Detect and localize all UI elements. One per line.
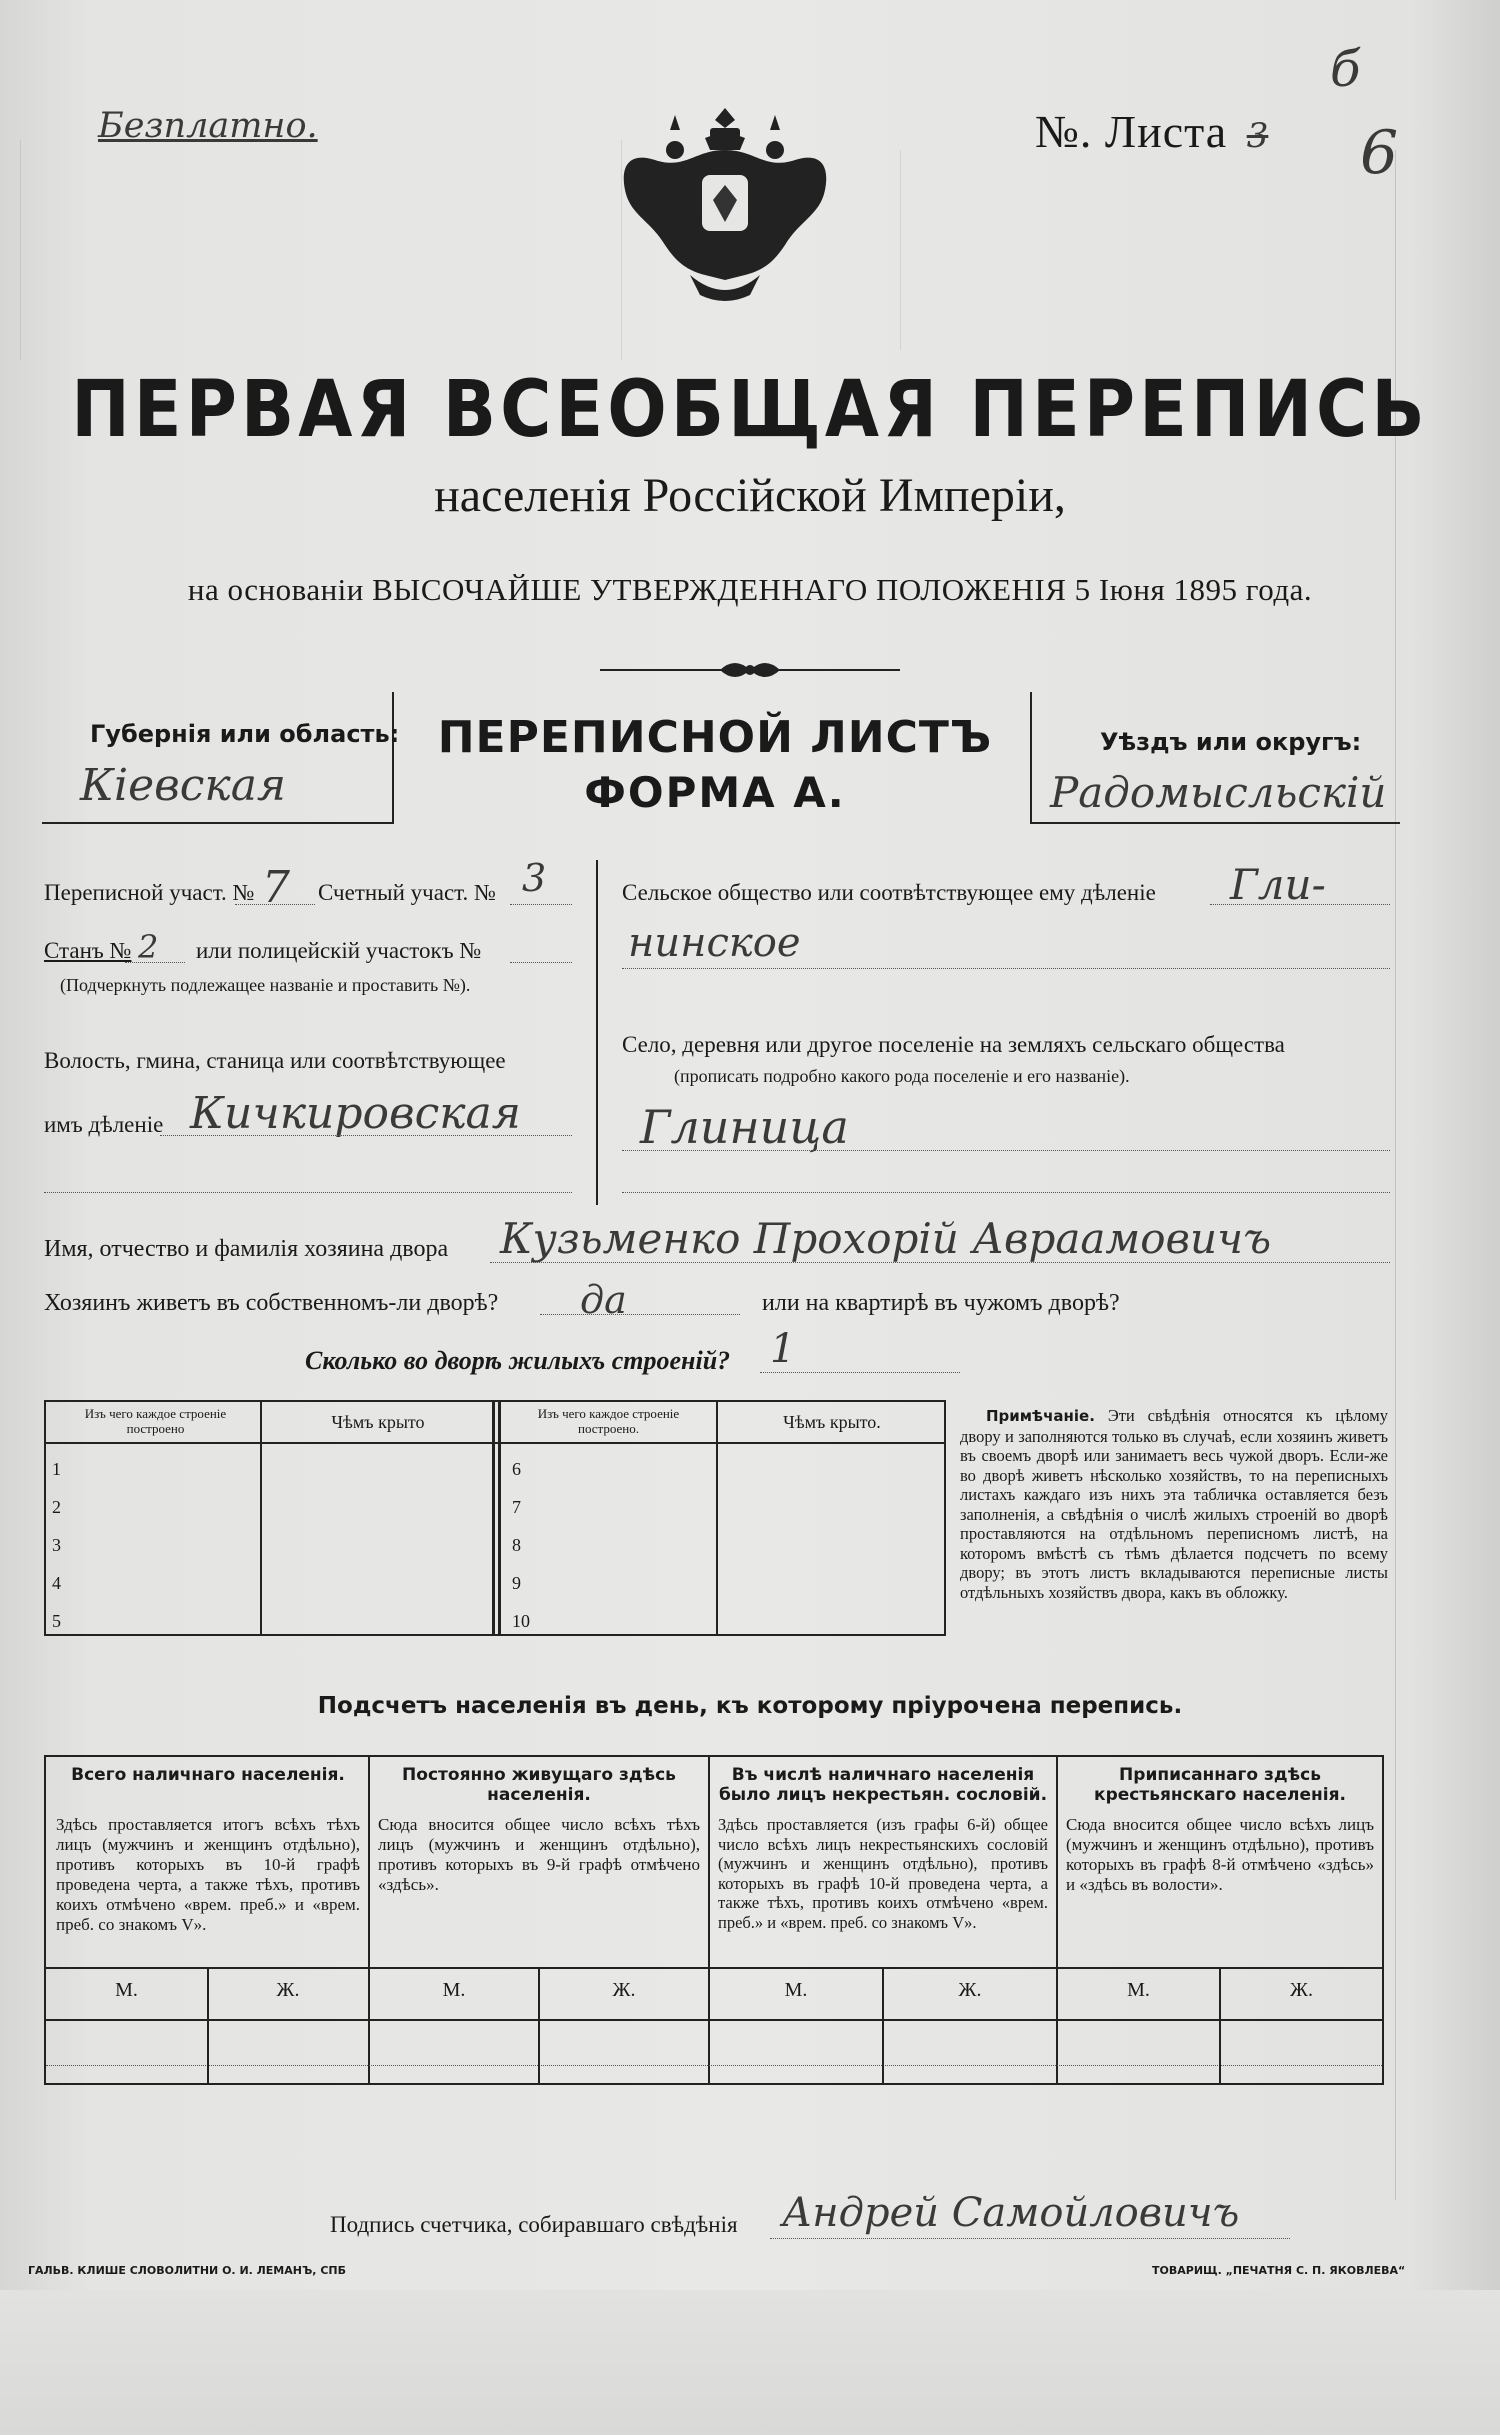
- society-line-1: [1210, 904, 1390, 905]
- summary-col-2-desc: Сюда вносится общее число всѣхъ тѣхъ лицъ (мужчинъ и женщинъ отдѣльно), противъ которыхъ въ 9-й графѣ отмѣчено «здѣсь».: [378, 1815, 700, 1894]
- summary-col-1: [56, 1765, 360, 1935]
- sum-f-1: Ж.: [276, 1979, 300, 2001]
- bt-row-7: 7: [512, 1497, 521, 1517]
- free-label: Безплатно.: [98, 106, 318, 146]
- document-subtitle: населенія Россійской Имперіи,: [434, 469, 1066, 522]
- owner-name-label: Имя, отчество и фамилія хозяина двора: [44, 1236, 449, 1262]
- buildings-line: [760, 1372, 960, 1373]
- bt-row-2: 2: [52, 1497, 61, 1517]
- census-section-label: Переписной участ. №: [44, 880, 255, 905]
- sum-m-1: М.: [115, 1979, 138, 2001]
- bt-row-9: 9: [512, 1573, 521, 1593]
- note-text: Эти свѣдѣнія относятся къ цѣлому двору и заполняются только въ случаѣ, если хозяинъ живетъ въ своемъ дворѣ или занимаетъ весь чужой дворъ. Если-же во дворѣ живетъ нѣсколько хозяйствъ, то на переписныхъ листахъ каждаго изъ нихъ эта табличка оставляется безъ заполненія, а свѣдѣнія о числѣ жилыхъ строеній во дворѣ проставляются на отдѣльномъ переписномъ листѣ, на которомъ вмѣстѣ съ тѣмъ дѣлается подсчетъ по всему двору; въ этотъ листъ вкладываются переписные листы отдѣльныхъ хозяйствъ двора, какъ въ обложку.: [960, 1406, 1389, 1602]
- bt-row-8: 8: [512, 1535, 521, 1555]
- owner-or-label: или на квартирѣ въ чужомъ дворѣ?: [762, 1290, 1120, 1316]
- counting-section-value: 3: [522, 856, 547, 900]
- society-line-2: [622, 968, 1390, 969]
- owner-lives-label: Хозяинъ живетъ въ собственномъ-ли дворѣ?: [44, 1290, 499, 1316]
- sheet-number-label: №. Листа: [1035, 106, 1228, 157]
- police-line: [510, 962, 572, 963]
- signature-value: Андрей Самойловичъ: [782, 2190, 1240, 2236]
- bt-col3-header: Изъ чего каждое строеніе построено.: [537, 1406, 680, 1436]
- owner-lives-line: [540, 1314, 740, 1315]
- sum-m-4: М.: [1127, 1979, 1150, 2001]
- bt-vline-2b: [498, 1402, 501, 1634]
- form-subtitle: ФОРМА А.: [584, 768, 846, 817]
- village-line-2: [622, 1192, 1390, 1193]
- uezd-label: Уѣздъ или округъ:: [1100, 728, 1362, 756]
- summary-col-3: [718, 1765, 1048, 1932]
- summary-title: Подсчетъ населенія въ день, къ которому пріурочена перепись.: [317, 1693, 1183, 1719]
- summary-col-1-desc: Здѣсь проставляется итогъ всѣхъ тѣхъ лицъ (мужчинъ и женщинъ отдѣльно), противъ которыхъ въ 10-й графѣ проведена черта, а также тѣхъ, противъ коихъ отмѣчено «врем. преб.» и «врем. преб. со знакомъ V».: [56, 1815, 360, 1934]
- bt-row-10: 10: [512, 1611, 530, 1631]
- footer-left: ГАЛЬВ. КЛИШЕ СЛОВОЛИТНИ О. И. ЛЕМАНЪ, СПБ: [28, 2264, 346, 2277]
- bleed-through-left: [20, 140, 622, 360]
- sum-f-3: Ж.: [958, 1979, 982, 2001]
- st-vline-2: [708, 1757, 710, 2083]
- buildings-label: Сколько во дворѣ жилыхъ строеній?: [305, 1346, 731, 1375]
- census-section-value: 7: [262, 862, 290, 913]
- sum-f-4: Ж.: [1290, 1979, 1313, 2001]
- sum-m-3: М.: [784, 1979, 808, 2001]
- legal-basis: на основаніи ВЫСОЧАЙШЕ УТВЕРЖДЕННАГО ПОЛОЖЕНІЯ 5 Іюня 1895 года.: [187, 572, 1313, 607]
- volost-label-2: имъ дѣленіе: [44, 1112, 164, 1137]
- society-value-2: нинское: [628, 920, 801, 966]
- counting-section-label: Счетный участ. №: [318, 880, 496, 905]
- ornament-divider: [600, 658, 900, 682]
- note-block: [960, 1406, 1388, 1602]
- document-title: ПЕРВАЯ ВСЕОБЩАЯ ПЕРЕПИСЬ: [71, 363, 1429, 455]
- bt-left-rows: [52, 1450, 252, 1640]
- bt-row-6: 6: [512, 1459, 521, 1479]
- society-value-1: Гли-: [1230, 860, 1326, 909]
- bt-col4-header: Чѣмъ крыто.: [783, 1412, 881, 1432]
- bt-row-3: 3: [52, 1535, 61, 1555]
- form-title: ПЕРЕПИСНОЙ ЛИСТЪ: [437, 712, 993, 763]
- society-label: Сельское общество или соотвѣтствующее ему дѣленіе: [622, 880, 1156, 905]
- summary-col-4: [1066, 1765, 1374, 1895]
- bt-vline-1: [260, 1402, 262, 1634]
- signature-label: Подпись счетчика, собиравшаго свѣдѣнія: [330, 2212, 738, 2237]
- sheet-number-crossed-value: 3: [1246, 116, 1269, 156]
- page-bottom-edge: [0, 2290, 1500, 2435]
- police-label: или полицейскій участокъ №: [196, 938, 482, 963]
- volost-value: Кичкировская: [190, 1088, 521, 1139]
- summary-col-2: [378, 1765, 700, 1895]
- owner-name-value: Кузьменко Прохорій Авраамовичъ: [500, 1214, 1272, 1263]
- bt-row-5: 5: [52, 1611, 61, 1631]
- buildings-table: [44, 1400, 946, 1636]
- bt-header-rule: [46, 1442, 944, 1444]
- underline-note: (Подчеркнуть подлежащее названіе и проставить №).: [60, 975, 471, 995]
- summary-col-1-head: Всего наличнаго населенія.: [71, 1765, 345, 1785]
- bt-right-rows: [512, 1450, 712, 1640]
- bt-col2-header: Чѣмъ крыто: [331, 1412, 425, 1432]
- note-lead: Примѣчаніе.: [986, 1407, 1095, 1425]
- summary-col-2-head: Постоянно живущаго здѣсь населенія.: [402, 1765, 676, 1805]
- summary-col-3-desc: Здѣсь проставляется (изъ графы 6-й) общее число всѣхъ лицъ некрестьянскихъ сословій (мужчинъ и женщинъ отдѣльно), противъ которыхъ въ графѣ 10-й проведена черта, а также тѣхъ, противъ коихъ отмѣчено «врем. преб.» и «врем. преб. со знакомъ V».: [718, 1815, 1048, 1932]
- owner-lives-value: да: [580, 1278, 627, 1322]
- footer-right: ТОВАРИЩ. „ПЕЧАТНЯ С. П. ЯКОВЛЕВА“: [1152, 2264, 1406, 2277]
- bt-row-4: 4: [52, 1573, 61, 1593]
- corner-note: б: [1330, 40, 1361, 98]
- bleed-through-right: [900, 150, 1421, 350]
- summary-col-3-head: Въ числѣ наличнаго населенія было лицъ некрестьян. сословій.: [718, 1765, 1048, 1805]
- sheet-number: [1035, 105, 1268, 158]
- owner-name-line: [490, 1262, 1390, 1263]
- volost-line-1: [160, 1135, 572, 1136]
- st-rule-3: [46, 2065, 1382, 2067]
- village-line-1: [622, 1150, 1390, 1151]
- sheet-number-value: 6: [1360, 118, 1399, 188]
- double-headed-eagle-emblem: [610, 100, 840, 310]
- stan-value: 2: [138, 928, 159, 966]
- uezd-value: Радомысльскій: [1050, 768, 1387, 817]
- bt-row-1: 1: [52, 1459, 61, 1479]
- signature-line: [770, 2238, 1290, 2239]
- bt-col1-header: Изъ чего каждое строеніе построено: [84, 1406, 227, 1436]
- buildings-value: 1: [770, 1326, 796, 1372]
- guberniya-value: Кіевская: [80, 760, 287, 811]
- fields-divider: [596, 860, 598, 1205]
- volost-label-1: Волость, гмина, станица или соотвѣтствующее: [44, 1048, 506, 1073]
- st-vline-3: [1056, 1757, 1058, 2083]
- sum-f-2: Ж.: [612, 1979, 636, 2001]
- summary-col-4-head: Приписаннаго здѣсь крестьянскаго населенія.: [1094, 1765, 1346, 1805]
- bt-vline-2: [492, 1402, 495, 1634]
- volost-line-2: [44, 1192, 572, 1193]
- counting-section-line: [510, 904, 572, 905]
- stan-label: Станъ №: [44, 938, 132, 963]
- sum-m-2: М.: [442, 1979, 466, 2001]
- guberniya-label: Губернія или область:: [90, 720, 400, 748]
- summary-table: [44, 1755, 1384, 2085]
- bt-vline-3: [716, 1402, 718, 1634]
- village-label: Село, деревня или другое поселеніе на земляхъ сельскаго общества: [622, 1032, 1285, 1057]
- st-rule-2: [46, 2019, 1382, 2021]
- village-value: Глиница: [640, 1100, 849, 1154]
- stan-line: [125, 962, 185, 963]
- bleed-through-margin-rule: [1395, 150, 1396, 2200]
- st-vline-1: [368, 1757, 370, 2083]
- st-rule-1: [46, 1967, 1382, 1969]
- summary-col-4-desc: Сюда вносится общее число всѣхъ лицъ (мужчинъ и женщинъ отдѣльно), противъ которыхъ въ графѣ 8-й отмѣчено «здѣсь» и «здѣсь въ волости».: [1066, 1815, 1374, 1894]
- village-note: (прописать подробно какого рода поселеніе и его названіе).: [674, 1066, 1130, 1086]
